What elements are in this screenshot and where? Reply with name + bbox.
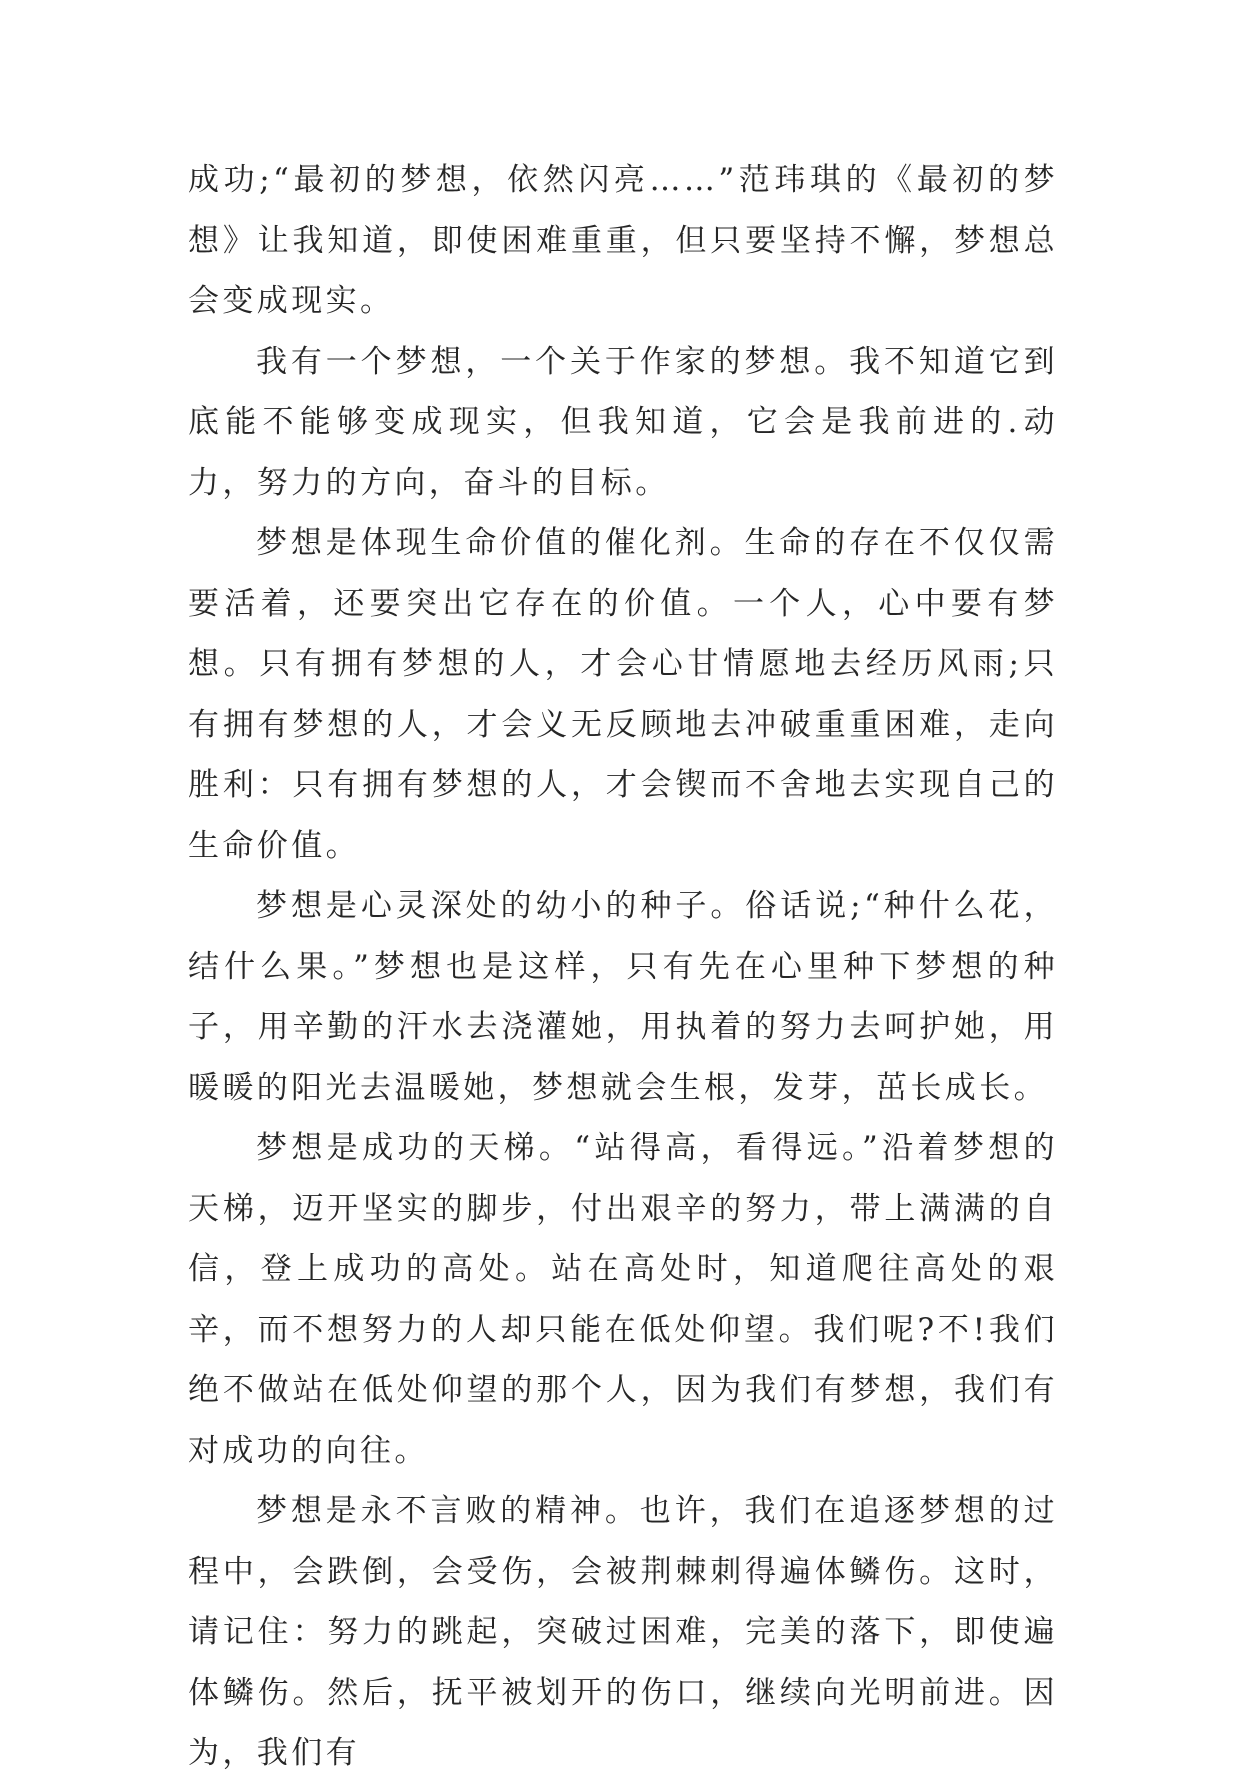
- paragraph-6: 梦想是永不言败的精神。也许，我们在追逐梦想的过程中，会跌倒，会受伤，会被荆棘刺得遍体鳞伤。这时，请记住：努力的跳起，突破过困难，完美的落下，即使遍体鳞伤。然后，抚平被划开的伤口，继续向光明前进。因为，我们有: [188, 1493, 1058, 1771]
- paragraph-3: 梦想是体现生命价值的催化剂。生命的存在不仅仅需要活着，还要突出它存在的价值。一个人，心中要有梦想。只有拥有梦想的人，才会心甘情愿地去经历风雨;只有拥有梦想的人，才会义无反顾地去冲破重重困难，走向胜利：只有拥有梦想的人，才会锲而不舍地去实现自己的生命价值。: [188, 525, 1058, 864]
- paragraph-1: 成功;“最初的梦想，依然闪亮……”范玮琪的《最初的梦想》让我知道，即使困难重重，但只要坚持不懈，梦想总会变成现实。: [188, 162, 1058, 319]
- body-text: [188, 150, 1058, 1784]
- paragraph-5: 梦想是成功的天梯。“站得高，看得远。”沿着梦想的天梯，迈开坚实的脚步，付出艰辛的努力，带上满满的自信，登上成功的高处。站在高处时，知道爬往高处的艰辛，而不想努力的人却只能在低处仰望。我们呢?不!我们绝不做站在低处仰望的那个人，因为我们有梦想，我们有对成功的向往。: [188, 1130, 1058, 1469]
- paragraph-2: 我有一个梦想，一个关于作家的梦想。我不知道它到底能不能够变成现实，但我知道，它会是我前进的.动力，努力的方向，奋斗的目标。: [188, 343, 1058, 501]
- paragraph-4: 梦想是心灵深处的幼小的种子。俗话说;“种什么花，结什么果。”梦想也是这样，只有先在心里种下梦想的种子，用辛勤的汗水去浇灌她，用执着的努力去呵护她，用暖暖的阳光去温暖她，梦想就会生根，发芽，茁长成长。: [188, 888, 1058, 1106]
